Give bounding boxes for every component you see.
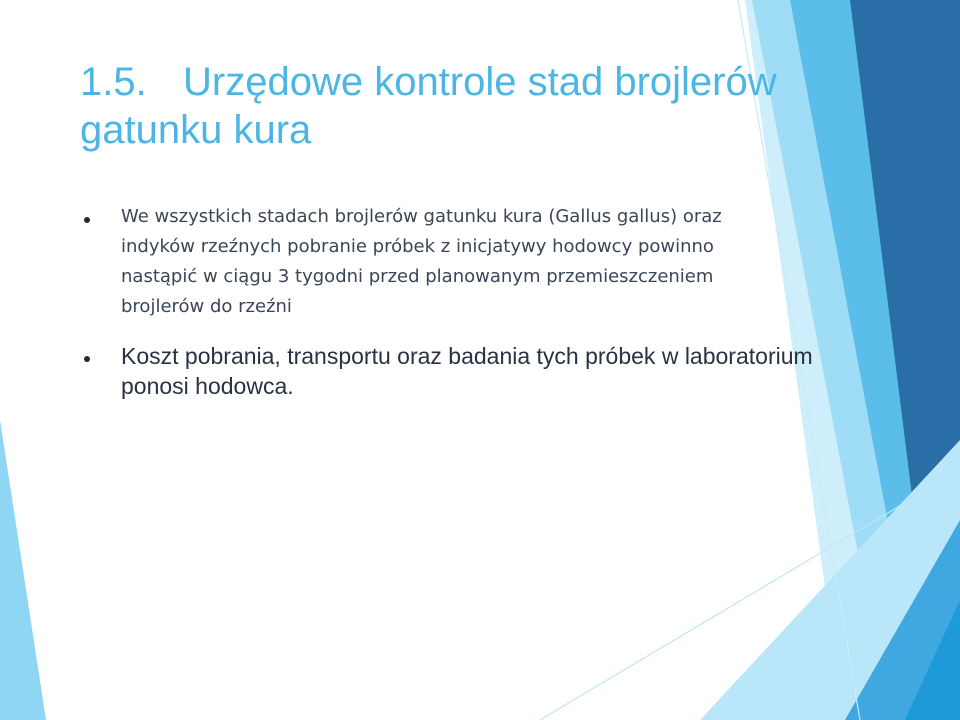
bullet-1-line-1: We wszystkich stadach brojlerów gatunku kura (Gallus gallus) oraz [121, 206, 722, 227]
bullet-text-1 [121, 202, 844, 322]
bullet-1-line-3: nastąpić w ciągu 3 tygodni przed planowanym przemieszczeniem [121, 266, 714, 287]
slide-title [80, 58, 860, 154]
bullet-2-line-2: ponosi hodowca. [121, 373, 294, 399]
bullet-1-line-2: indyków rzeźnych pobranie próbek z inicjatywy hodowcy powinno [121, 236, 714, 257]
bullet-dot-icon [84, 217, 90, 223]
bullet-1-line-4: brojlerów do rzeźni [121, 296, 292, 317]
title-line-1 [80, 58, 860, 106]
bullet-item-2 [84, 341, 844, 401]
bullet-2-line-1: Koszt pobrania, transportu oraz badania tych próbek w laboratorium [121, 343, 813, 369]
left-accent-triangle [0, 420, 46, 720]
bullet-text-2 [121, 341, 844, 401]
bullet-item-1 [84, 202, 844, 322]
bullet-dot-icon [84, 356, 90, 362]
title-number: 1.5. [80, 60, 147, 104]
title-text-1: Urzędowe kontrole stad brojlerów [183, 60, 777, 104]
bullet-list [84, 202, 844, 401]
title-line-2: gatunku kura [80, 108, 312, 152]
